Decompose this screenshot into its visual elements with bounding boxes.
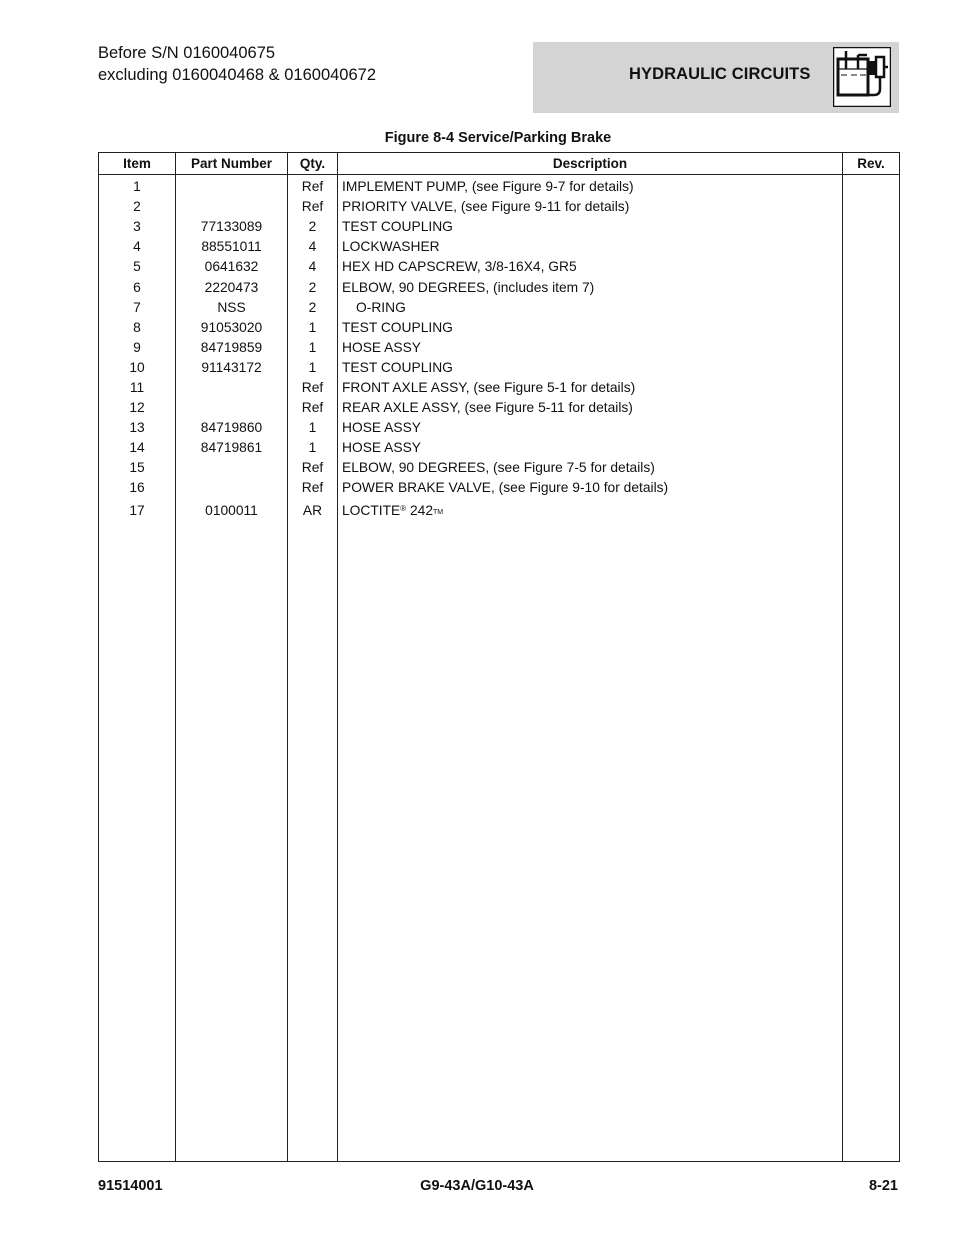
qty-cell: Ref xyxy=(288,478,338,498)
part-number-cell xyxy=(176,458,288,478)
item-cell: 12 xyxy=(99,398,176,418)
table-row xyxy=(99,478,900,498)
column-header-description: Description xyxy=(338,153,843,175)
qty-cell: Ref xyxy=(288,197,338,217)
description-cell: HEX HD CAPSCREW, 3/8-16X4, GR5 xyxy=(338,257,843,277)
qty-cell: 2 xyxy=(288,277,338,297)
rev-cell xyxy=(843,197,900,217)
part-number-cell xyxy=(176,478,288,498)
loctite-name: LOCTITE xyxy=(342,502,401,518)
item-cell: 4 xyxy=(99,237,176,257)
figure-title: Figure 8-4 Service/Parking Brake xyxy=(384,130,612,146)
part-number-cell xyxy=(176,197,288,217)
qty-cell: 1 xyxy=(288,358,338,378)
rev-cell xyxy=(843,298,900,318)
description-cell: ELBOW, 90 DEGREES, (see Figure 7-5 for details) xyxy=(338,458,843,478)
description-cell: FRONT AXLE ASSY, (see Figure 5-1 for details) xyxy=(338,378,843,398)
item-cell: 7 xyxy=(99,298,176,318)
qty-cell: 1 xyxy=(288,318,338,338)
part-number-cell: NSS xyxy=(176,298,288,318)
description-cell: LOCKWASHER xyxy=(338,237,843,257)
part-number-cell: 2220473 xyxy=(176,277,288,297)
section-header xyxy=(533,42,899,113)
hydraulic-reservoir-icon xyxy=(833,47,891,107)
serial-line-1: Before S/N 0160040675 xyxy=(98,44,276,62)
rev-cell xyxy=(843,257,900,277)
item-cell: 15 xyxy=(99,458,176,478)
description-cell: TEST COUPLING xyxy=(338,318,843,338)
document-number: 91514001 xyxy=(98,1178,163,1194)
item-cell: 6 xyxy=(99,277,176,297)
column-header-item: Item xyxy=(99,153,176,175)
parts-table xyxy=(98,152,900,1162)
qty-cell: Ref xyxy=(288,398,338,418)
qty-cell: Ref xyxy=(288,175,338,198)
qty-cell: 1 xyxy=(288,418,338,438)
qty-cell: 4 xyxy=(288,257,338,277)
table-row xyxy=(99,175,900,198)
description-cell: TEST COUPLING xyxy=(338,217,843,237)
item-cell: 2 xyxy=(99,197,176,217)
rev-cell xyxy=(843,438,900,458)
table-row xyxy=(99,338,900,358)
part-number-cell: 0641632 xyxy=(176,257,288,277)
rev-cell xyxy=(843,378,900,398)
serial-line-2: excluding 0160040468 & 0160040672 xyxy=(98,66,377,84)
page-number: 8-21 xyxy=(868,1178,898,1194)
item-cell: 13 xyxy=(99,418,176,438)
item-cell: 16 xyxy=(99,478,176,498)
qty-cell: Ref xyxy=(288,458,338,478)
rev-cell xyxy=(843,175,900,198)
qty-cell: AR xyxy=(288,499,338,523)
part-number-cell xyxy=(176,378,288,398)
section-title: HYDRAULIC CIRCUITS xyxy=(629,65,811,83)
rev-cell xyxy=(843,499,900,523)
table-row xyxy=(99,277,900,297)
column-header-rev: Rev. xyxy=(843,153,900,175)
rev-cell xyxy=(843,277,900,297)
table-row xyxy=(99,499,900,523)
table-row xyxy=(99,378,900,398)
loctite-grade: 242 xyxy=(406,502,434,518)
qty-cell: 1 xyxy=(288,338,338,358)
description-cell: IMPLEMENT PUMP, (see Figure 9-7 for details) xyxy=(338,175,843,198)
registered-mark: ® xyxy=(400,503,407,513)
description-cell xyxy=(338,298,843,318)
part-number-cell: 91053020 xyxy=(176,318,288,338)
serial-number-note xyxy=(98,42,376,86)
description-cell: HOSE ASSY xyxy=(338,438,843,458)
table-empty-space xyxy=(99,523,900,1162)
description-cell: REAR AXLE ASSY, (see Figure 5-11 for details) xyxy=(338,398,843,418)
item-cell: 5 xyxy=(99,257,176,277)
rev-cell xyxy=(843,338,900,358)
description-cell: PRIORITY VALVE, (see Figure 9-11 for details) xyxy=(338,197,843,217)
part-number-cell: 84719859 xyxy=(176,338,288,358)
part-number-cell: 77133089 xyxy=(176,217,288,237)
rev-cell xyxy=(843,398,900,418)
part-number-cell: 84719860 xyxy=(176,418,288,438)
indented-description: O-RING xyxy=(356,299,406,315)
rev-cell xyxy=(843,237,900,257)
table-header-row xyxy=(99,153,900,175)
item-cell: 10 xyxy=(99,358,176,378)
item-cell: 11 xyxy=(99,378,176,398)
trademark-mark: TM xyxy=(433,508,444,516)
part-number-cell xyxy=(176,398,288,418)
qty-cell: Ref xyxy=(288,378,338,398)
rev-cell xyxy=(843,318,900,338)
part-number-cell: 0100011 xyxy=(176,499,288,523)
table-row xyxy=(99,398,900,418)
rev-cell xyxy=(843,358,900,378)
table-row xyxy=(99,217,900,237)
description-cell: POWER BRAKE VALVE, (see Figure 9-10 for details) xyxy=(338,478,843,498)
item-cell: 14 xyxy=(99,438,176,458)
description-cell: HOSE ASSY xyxy=(338,418,843,438)
rev-cell xyxy=(843,418,900,438)
table-row xyxy=(99,458,900,478)
item-cell: 8 xyxy=(99,318,176,338)
table-row xyxy=(99,438,900,458)
table-row xyxy=(99,298,900,318)
rev-cell xyxy=(843,478,900,498)
description-cell: ELBOW, 90 DEGREES, (includes item 7) xyxy=(338,277,843,297)
table-row xyxy=(99,358,900,378)
part-number-cell xyxy=(176,175,288,198)
description-cell: TEST COUPLING xyxy=(338,358,843,378)
item-cell: 9 xyxy=(99,338,176,358)
table-row xyxy=(99,237,900,257)
rev-cell xyxy=(843,217,900,237)
description-cell: HOSE ASSY xyxy=(338,338,843,358)
item-cell: 17 xyxy=(99,499,176,523)
qty-cell: 4 xyxy=(288,237,338,257)
column-header-qty: Qty. xyxy=(288,153,338,175)
table-row xyxy=(99,197,900,217)
qty-cell: 2 xyxy=(288,298,338,318)
item-cell: 1 xyxy=(99,175,176,198)
model-number: G9-43A/G10-43A xyxy=(420,1178,534,1194)
qty-cell: 2 xyxy=(288,217,338,237)
part-number-cell: 91143172 xyxy=(176,358,288,378)
description-cell xyxy=(338,499,843,523)
rev-cell xyxy=(843,458,900,478)
item-cell: 3 xyxy=(99,217,176,237)
table-row xyxy=(99,418,900,438)
table-row xyxy=(99,257,900,277)
part-number-cell: 88551011 xyxy=(176,237,288,257)
column-header-part-number: Part Number xyxy=(176,153,288,175)
qty-cell: 1 xyxy=(288,438,338,458)
table-row xyxy=(99,318,900,338)
part-number-cell: 84719861 xyxy=(176,438,288,458)
